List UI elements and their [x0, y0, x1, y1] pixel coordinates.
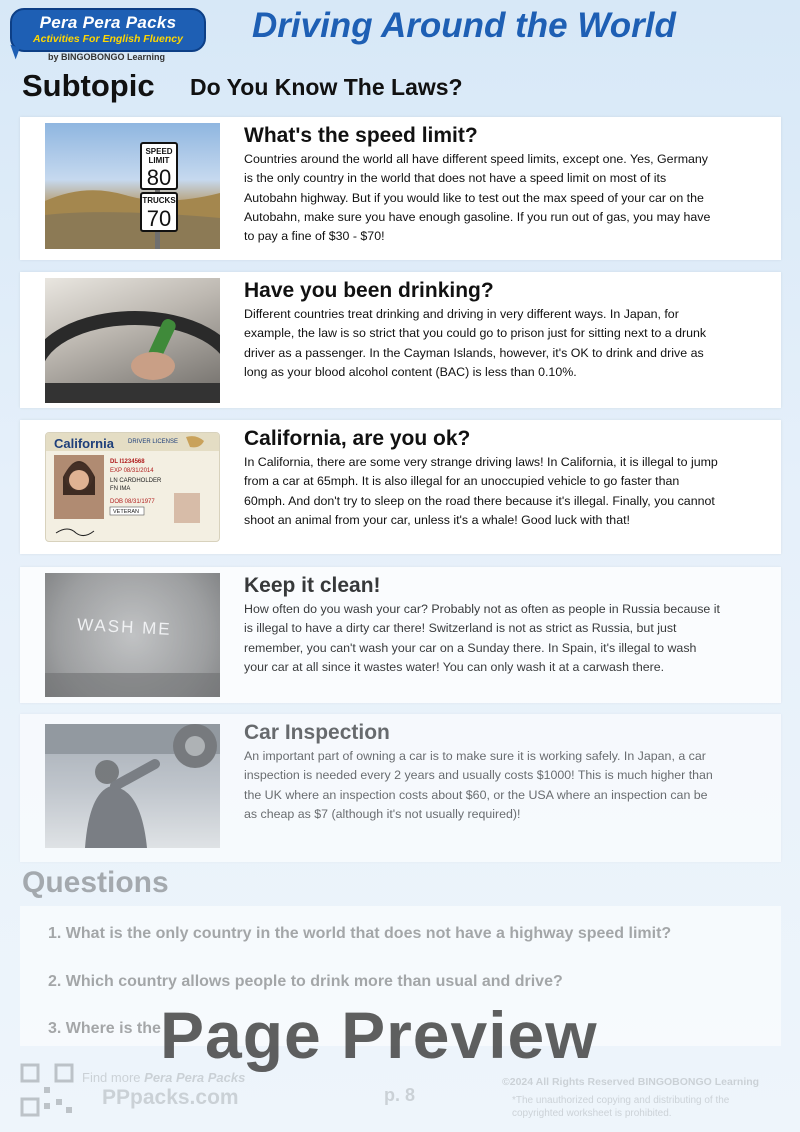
- section-speed-limit: [20, 117, 781, 260]
- question-1: 1. What is the only country in the world that does not have a highway speed limit?: [48, 925, 672, 942]
- sign1-line2: LIMIT: [148, 156, 170, 165]
- logo-subtitle: Activities For English Fluency: [33, 33, 183, 45]
- section-drinking: [20, 272, 781, 408]
- page-title: Driving Around the World: [252, 6, 676, 45]
- logo-title: Pera Pera Packs: [39, 13, 177, 32]
- license-veteran: VETERAN: [113, 509, 139, 515]
- section-title: What's the speed limit?: [244, 124, 478, 147]
- subtopic-value: Do You Know The Laws?: [190, 74, 463, 100]
- page-preview-watermark: Page Preview: [160, 998, 598, 1072]
- drinking-driver-image: [45, 278, 220, 403]
- sign2-number: 70: [146, 206, 172, 231]
- page-number: p. 8: [384, 1085, 416, 1105]
- dirty-car-image: [45, 573, 220, 697]
- dirt-writing: WASH ME: [76, 614, 173, 639]
- qr-code-icon: [20, 1063, 74, 1117]
- footer-brand: Pera Pera Packs: [144, 1070, 246, 1085]
- section-text: Countries around the world all have different speed limits, except one. Yes, Germany is the only country in the world that does not have a speed limit on most of its Autobahn highway. But if you would like to test out the max speed of your car on the Autobahn, make sure you have enough gasoline. If you run out of gas, you may have to pay a fine of $30 - $70!: [244, 152, 711, 244]
- section-title: Keep it clean!: [244, 574, 381, 597]
- mechanic-image: [45, 724, 220, 848]
- license-dob: DOB 08/31/1977: [110, 499, 155, 505]
- section-keep-clean: [20, 567, 781, 703]
- brand-logo: [10, 8, 206, 52]
- section-body: [244, 123, 720, 246]
- sign1-line1: SPEED: [145, 147, 173, 156]
- speed-limit-sign-image: [45, 123, 220, 249]
- section-body: [244, 278, 720, 382]
- section-california: [20, 420, 781, 554]
- question-3: 3. Where is the: [48, 1020, 161, 1037]
- sign1-number: 80: [146, 165, 172, 190]
- question-2: 2. Which country allows people to drink more than usual and drive?: [48, 973, 563, 990]
- section-text: How often do you wash your car? Probably not as often as people in Russia because it is illegal to have a dirty car there! Switzerland is not as strict as Russia, but just remember, you can't wash your car on a Sunday there. In Spain, it's illegal to wash your car at all since it wastes water! You can only wash it at a carwash there.: [244, 602, 720, 674]
- sign2-line1: TRUCKS: [142, 196, 176, 205]
- license-first-name: FN IMA: [110, 486, 131, 492]
- driver-license-image: [45, 432, 220, 542]
- section-car-inspection: [20, 714, 781, 862]
- license-number: DL I1234568: [110, 459, 145, 465]
- section-body: [244, 426, 720, 530]
- footer-copyright: ©2024 All Rights Reserved BINGOBONGO Learning: [502, 1076, 760, 1088]
- logo-byline: by BINGOBONGO Learning: [48, 52, 166, 62]
- footer-find-prefix: Find more: [82, 1070, 141, 1085]
- license-exp: EXP 08/31/2014: [110, 468, 154, 474]
- section-body: [244, 573, 720, 677]
- section-title: California, are you ok?: [244, 427, 471, 450]
- section-title: Have you been drinking?: [244, 279, 494, 302]
- subtopic-label: Subtopic: [22, 68, 155, 103]
- license-state: California: [54, 436, 114, 451]
- footer-legal: *The unauthorized copying and distributing of the copyrighted worksheet is prohibited.: [512, 1095, 730, 1119]
- section-text: An important part of owning a car is to make sure it is working safely. In Japan, a car inspection is needed every 2 years and usually costs $1000! This is much higher than the UK where an inspection costs about $60, or the USA where an inspection can be as cheap as $7 (although it's not usually required)!: [244, 749, 713, 821]
- questions-heading: Questions: [22, 866, 169, 899]
- section-text: Different countries treat drinking and driving in very different ways. In Japan, for example, the law is so strict that you could go to prison just for sitting next to a drunk driver as a passenger. In the Cayman Islands, however, it's OK to drink and drive as long as your blood alcohol content (BAC) is less than 0.10%.: [244, 307, 707, 379]
- license-type: DRIVER LICENSE: [128, 439, 179, 445]
- section-body: [244, 720, 720, 824]
- footer-find-more: [82, 1070, 245, 1085]
- section-title: Car Inspection: [244, 721, 390, 744]
- footer-url-link[interactable]: PPpacks.com: [102, 1086, 239, 1109]
- section-text: In California, there are some very strange driving laws! In California, it is illegal to jump from a car at 65mph. It is also illegal for an unoccupied vehicle to go faster than 60mph. And don't try to sleep on the road there because it's illegal. Finally, you cannot shoot an animal from your car, unless it's a whale! Good luck with that!: [244, 455, 718, 527]
- license-last-name: LN CARDHOLDER: [110, 478, 162, 484]
